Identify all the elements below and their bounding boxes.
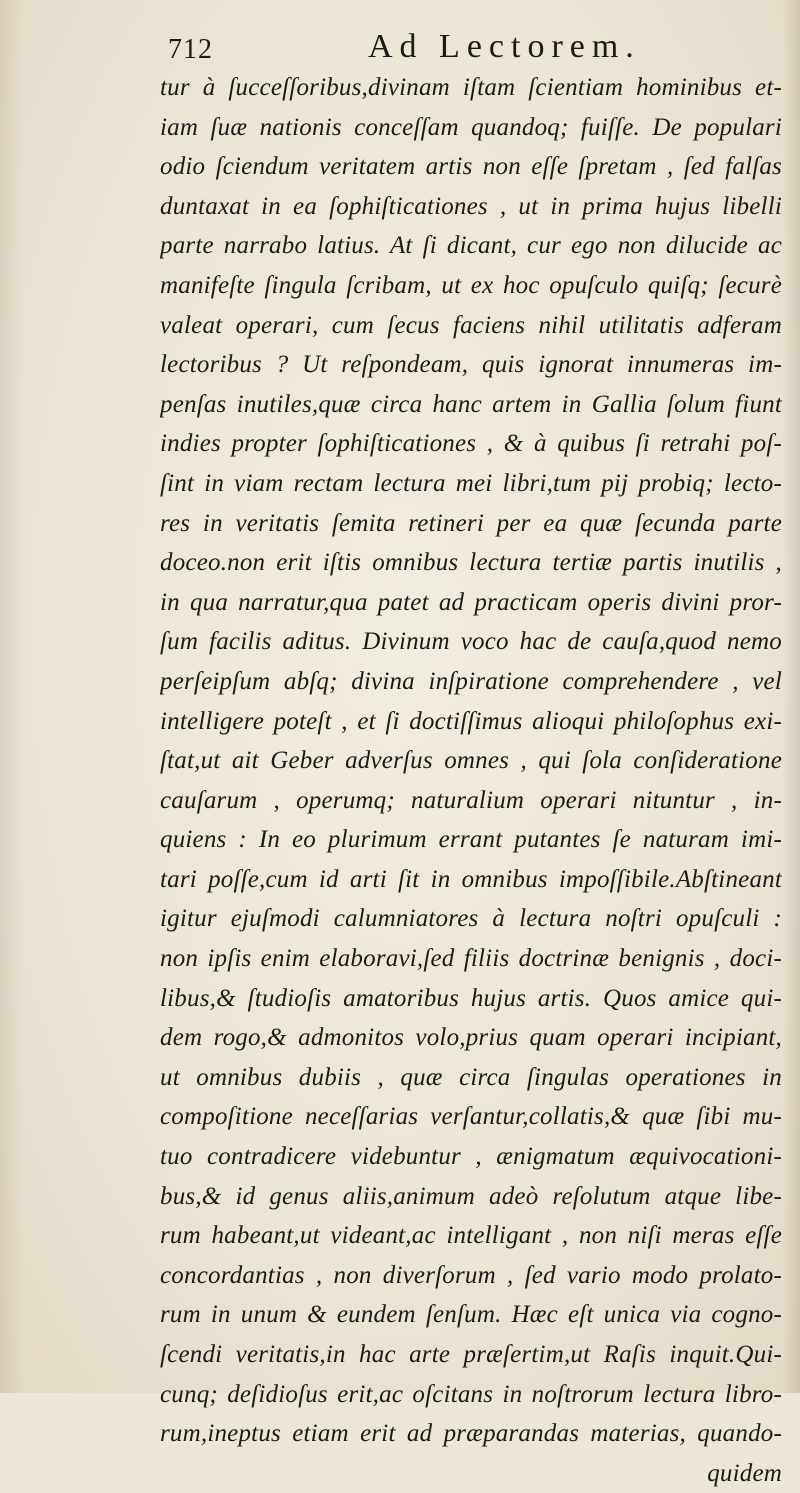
text-line: cauſarum , operumq; naturalium operari nituntur , in-: [160, 786, 782, 814]
text-line: ſtat,ut ait Geber adverſus omnes , qui ſola conſideratione: [160, 747, 782, 775]
text-line: ſint in viam rectam lectura mei libri,tum pij probiq; lecto-: [160, 469, 782, 497]
text-line: ſcendi veritatis,in hac arte præſertim,ut Raſis inquit.Qui-: [160, 1341, 782, 1368]
text-line: dem rogo,& admonitos volo,prius quam operari incipiant,: [160, 1024, 782, 1052]
text-line: cunq; deſidioſus erit,ac oſcitans in noſtrorum lectura libro-: [160, 1380, 782, 1408]
running-head: Ad Lectorem.: [368, 28, 641, 65]
text-line: in qua narratur,qua patet ad practicam operis divini pror-: [160, 588, 782, 616]
page-header: [168, 26, 728, 70]
text-line: rum habeant,ut videant,ac intelligant , non niſi meras eſſe: [160, 1222, 782, 1250]
text-line: quidem: [707, 1459, 782, 1487]
page-edge-shadow: [782, 0, 800, 1393]
text-line: duntaxat in ea ſophiſticationes , ut in prima hujus libelli: [160, 192, 782, 220]
text-line: rum,ineptus etiam erit ad præparandas materias, quando-: [160, 1420, 782, 1448]
text-line: perſeipſum abſq; divina inſpiratione comprehendere , vel: [160, 667, 782, 695]
text-line: compoſitione neceſſarias verſantur,collatis,& quæ ſibi mu-: [160, 1103, 782, 1131]
text-line: odio ſciendum veritatem artis non eſſe ſpretam , ſed falſas: [160, 153, 782, 181]
text-line: igitur ejuſmodi calumniatores à lectura noſtri opuſculi :: [160, 905, 782, 933]
text-line: penſas inutiles,quæ circa hanc artem in Gallia ſolum fiunt: [160, 390, 782, 418]
gutter-shadow: [0, 0, 24, 1393]
text-line: non ipſis enim elaboravi,ſed filiis doctrinæ benignis , doci-: [160, 945, 782, 973]
text-line: iam ſuæ nationis conceſſam quandoq; fuiſſe. De populari: [160, 113, 782, 141]
text-line: lectoribus ? Ut reſpondeam, quis ignorat innumeras im-: [160, 351, 782, 379]
text-line: rum in unum & eundem ſenſum. Hæc eſt unica via cogno-: [160, 1301, 782, 1329]
text-line: res in veritatis ſemita retineri per ea quæ ſecunda parte: [160, 509, 782, 537]
text-line: parte narrabo latius. At ſi dicant, cur ego non dilucide ac: [160, 232, 782, 260]
text-line: tuo contradicere videbuntur , ænigmatum æquivocationi-: [160, 1143, 782, 1171]
text-line: doceo.non erit iſtis omnibus lectura tertiæ partis inutilis ,: [160, 549, 782, 577]
text-line: bus,& id genus aliis,animum adeò reſolutum atque libe-: [160, 1182, 782, 1210]
text-line: quiens : In eo plurimum errant putantes ſe naturam imi-: [160, 826, 782, 854]
text-line: manifeſte ſingula ſcribam, ut ex hoc opuſculo quiſq; ſecurè: [160, 271, 782, 299]
text-line: libus,& ſtudioſis amatoribus hujus artis. Quos amice qui-: [160, 984, 782, 1012]
body-text: [160, 68, 782, 1493]
text-line: ſum facilis aditus. Divinum voco hac de cauſa,quod nemo: [160, 628, 782, 656]
text-line: tari poſſe,cum id arti ſit in omnibus impoſſibile.Abſtineant: [160, 865, 782, 893]
page-number: 712: [168, 34, 213, 65]
text-line: concordantias , non diverſorum , ſed vario modo prolato-: [160, 1261, 782, 1289]
text-line: ut omnibus dubiis , quæ circa ſingulas operationes in: [160, 1063, 782, 1091]
text-line: valeat operari, cum ſecus faciens nihil utilitatis adferam: [160, 311, 782, 339]
text-line: indies propter ſophiſticationes , & à quibus ſi retrahi poſ-: [160, 430, 782, 458]
text-line: intelligere poteſt , et ſi doctiſſimus alioqui philoſophus exi-: [160, 707, 782, 735]
text-line: tur à ſucceſſoribus,divinam iſtam ſcientiam hominibus et-: [160, 74, 782, 101]
